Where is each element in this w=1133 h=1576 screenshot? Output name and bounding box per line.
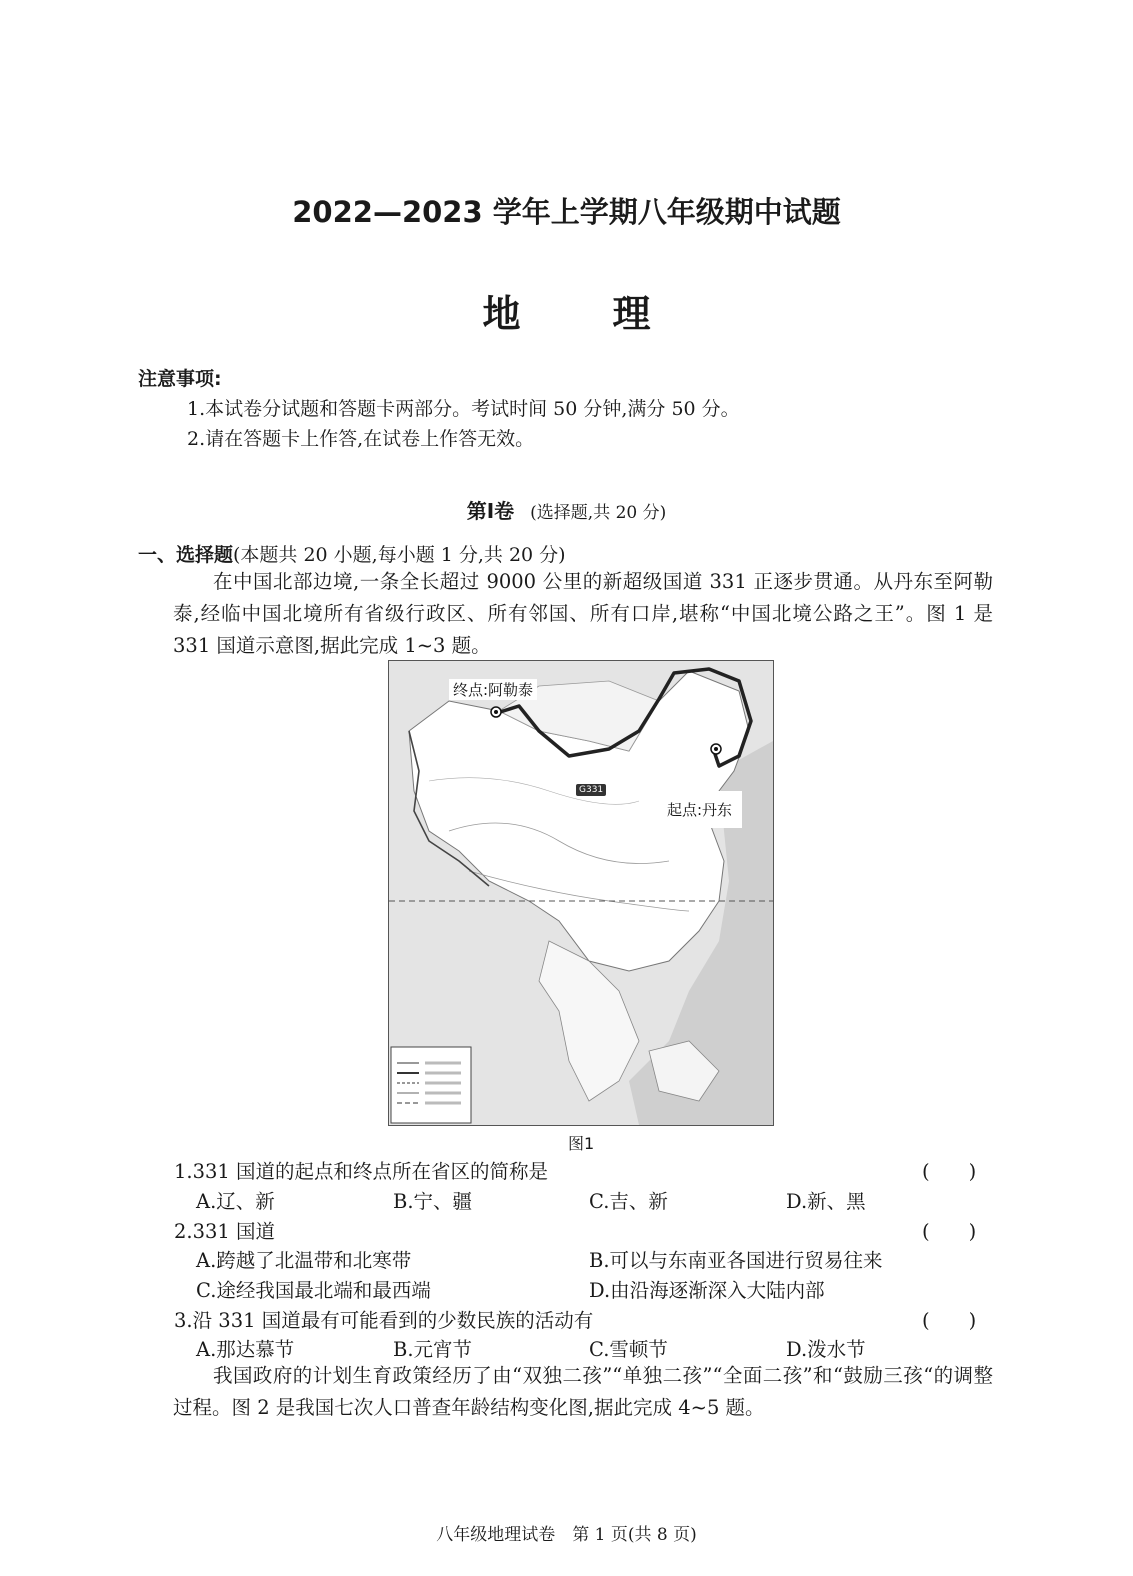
question-3-option-a: A.那达慕节 bbox=[196, 1338, 295, 1361]
question-2-stem: 2.331 国道 bbox=[174, 1220, 276, 1243]
start-marker-dot bbox=[714, 747, 718, 751]
volume-heading bbox=[0, 495, 1133, 524]
volume-note: (选择题,共 20 分) bbox=[530, 503, 667, 523]
figure-1-caption: 图1 bbox=[568, 1134, 595, 1153]
map-graphic bbox=[389, 661, 773, 1125]
question-3-answer-paren: ( ) bbox=[922, 1309, 977, 1332]
question-3-option-c: C.雪顿节 bbox=[589, 1338, 668, 1361]
subject-title bbox=[0, 283, 1133, 338]
exam-title: 2022—2023 学年上学期八年级期中试题 bbox=[292, 195, 841, 229]
question-2-option-c: C.途经我国最北端和最西端 bbox=[196, 1279, 431, 1302]
question-2-option-b: B.可以与东南亚各国进行贸易往来 bbox=[589, 1249, 883, 1272]
section-note: (本题共 20 小题,每小题 1 分,共 20 分) bbox=[233, 544, 566, 566]
section-heading bbox=[138, 540, 566, 567]
question-2-answer-paren: ( ) bbox=[922, 1220, 977, 1243]
passage-1: 在中国北部边境,一条全长超过 9000 公里的新超级国道 331 正逐步贯通。从丹东至阿勒泰,经临中国北境所有省级行政区、所有邻国、所有口岸,堪称“中国北境公路之王”。图 1 是 331 国道示意图,据此完成 1~3 题。 bbox=[173, 570, 993, 657]
question-1-option-d: D.新、黑 bbox=[786, 1190, 866, 1213]
end-marker-dot bbox=[494, 710, 498, 714]
question-1-option-a: A.辽、新 bbox=[196, 1190, 275, 1213]
page-footer: 八年级地理试卷 第 1 页(共 8 页) bbox=[436, 1525, 697, 1545]
volume-label: 第Ⅰ卷 bbox=[466, 499, 515, 523]
question-1-answer-paren: ( ) bbox=[922, 1160, 977, 1183]
section-title: 一、选择题 bbox=[138, 544, 234, 566]
question-1-stem: 1.331 国道的起点和终点所在省区的简称是 bbox=[174, 1160, 549, 1183]
notice-item-1: 1.本试卷分试题和答题卡两部分。考试时间 50 分钟,满分 50 分。 bbox=[187, 398, 740, 420]
question-3-stem: 3.沿 331 国道最有可能看到的少数民族的活动有 bbox=[174, 1309, 594, 1332]
end-point-label: 终点:阿勒泰 bbox=[449, 679, 537, 700]
subject-char-2: 理 bbox=[612, 292, 651, 336]
start-point-label: 起点:丹东 bbox=[657, 791, 742, 828]
question-2-option-a: A.跨越了北温带和北寒带 bbox=[196, 1249, 412, 1272]
question-3-option-b: B.元宵节 bbox=[393, 1338, 473, 1361]
map-legend bbox=[391, 1047, 471, 1123]
question-1-option-c: C.吉、新 bbox=[589, 1190, 668, 1213]
route-331-map bbox=[388, 660, 774, 1126]
road-badge: G331 bbox=[576, 784, 606, 796]
subject-char-1: 地 bbox=[482, 292, 521, 336]
question-2-option-d: D.由沿海逐渐深入大陆内部 bbox=[589, 1279, 825, 1302]
passage-2: 我国政府的计划生育政策经历了由“双独二孩”“单独二孩”“全面二孩”和“鼓励三孩“的调整过程。图 2 是我国七次人口普查年龄结构变化图,据此完成 4~5 题。 bbox=[173, 1364, 993, 1419]
notice-heading: 注意事项: bbox=[138, 368, 222, 390]
question-1-option-b: B.宁、疆 bbox=[393, 1190, 473, 1213]
notice-item-2: 2.请在答题卡上作答,在试卷上作答无效。 bbox=[187, 428, 535, 450]
question-3-option-d: D.泼水节 bbox=[786, 1338, 866, 1361]
